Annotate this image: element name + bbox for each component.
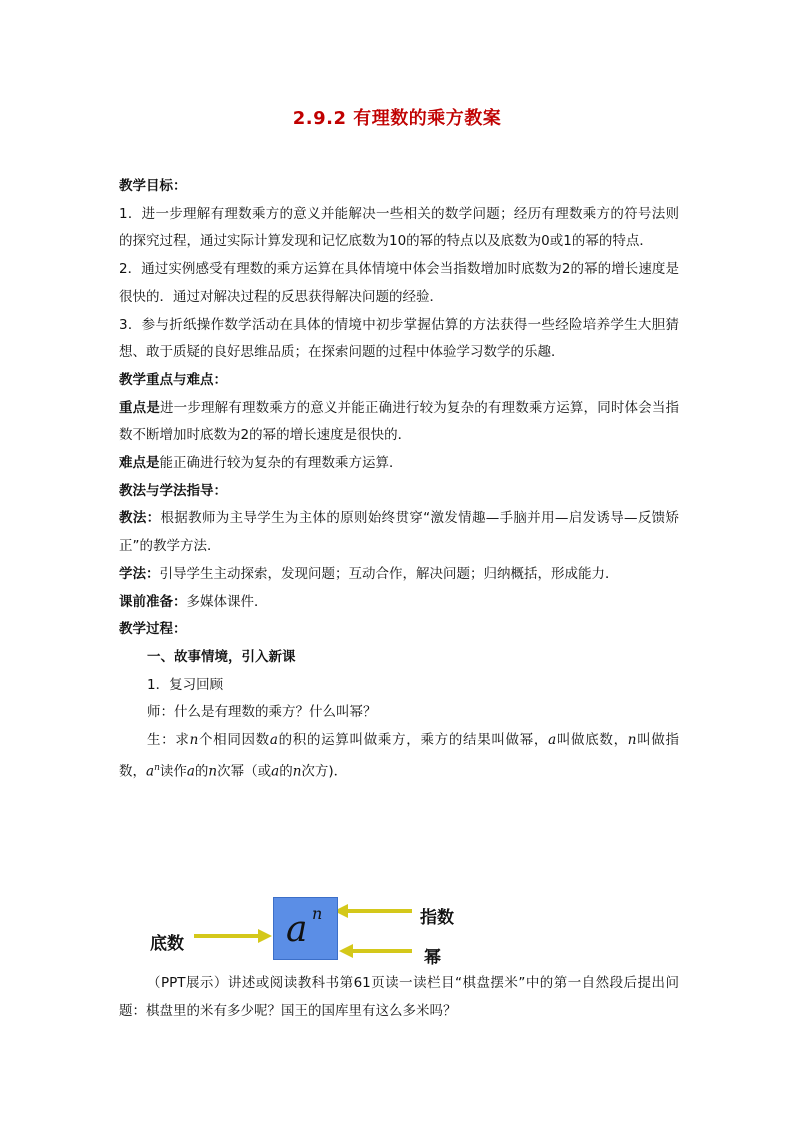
exponent-symbol: n bbox=[312, 904, 323, 923]
teaching-method-paragraph bbox=[119, 505, 679, 560]
difficulty-paragraph bbox=[119, 450, 679, 478]
goals-heading: 教学目标： bbox=[119, 178, 187, 194]
power-diagram bbox=[150, 893, 470, 968]
learning-method-paragraph bbox=[119, 561, 679, 589]
after-diagram-text bbox=[119, 970, 679, 1025]
key-point-paragraph bbox=[119, 395, 679, 450]
teacher-question: 师：什么是有理数的乘方？什么叫幂？ bbox=[147, 704, 377, 721]
preparation-label: 课前准备： bbox=[119, 593, 187, 610]
power-symbol-box bbox=[273, 897, 338, 960]
base-symbol: a bbox=[286, 909, 308, 950]
student-answer: 生：求n个相同因数a的积的运算叫做乘方，乘方的结果叫做幂，a叫做底数，n叫做指数，$a^n$读作a的n次幂（或a的n次方)． bbox=[119, 732, 680, 780]
exponent-label: 指数 bbox=[420, 908, 454, 928]
teaching-method-label: 教法： bbox=[119, 510, 161, 527]
power-label: 幂 bbox=[424, 948, 441, 968]
base-label: 底数 bbox=[150, 934, 184, 954]
methods-heading: 教法与学法指导： bbox=[119, 482, 227, 499]
key-point-text: 进一步理解有理数乘方的意义并能正确进行较为复杂的有理数乘方运算，同时体会当指数不断增加时底数为2的幂的增长速度是很快的． bbox=[119, 399, 680, 444]
difficulty-text: 能正确进行较为复杂的有理数乘方运算． bbox=[159, 455, 403, 472]
power-arrow-head bbox=[339, 944, 353, 958]
ppt-paragraph: （PPT展示）讲述或阅读教科书第61页读一读栏目“棋盘摆米”中的第一自然段后提出问题：棋盘里的米有多少呢？国王的国库里有这么多米吗？ bbox=[119, 975, 679, 1019]
document-body bbox=[119, 173, 679, 786]
page-title: 2.9.2 有理数的乘方教案 bbox=[292, 108, 502, 129]
learning-method-label: 学法： bbox=[119, 565, 160, 582]
goal-item-2: 2．通过实例感受有理数的乘方运算在具体情境中体会当指数增加时底数为2的幂的增长速度是很快的．通过对解决过程的反思获得解决问题的经验． bbox=[119, 261, 679, 305]
preparation-text: 多媒体课件． bbox=[186, 593, 268, 610]
base-arrow-head bbox=[258, 929, 272, 943]
goal-item-3: 3．参与折纸操作数学活动在具体的情境中初步掌握估算的方法获得一些经险培养学生大胆猜想、敢于质疑的良好思维品质；在探索问题的过程中体验学习数学的乐趣． bbox=[119, 316, 679, 361]
key-point-label: 重点是 bbox=[119, 399, 160, 416]
difficulty-label: 难点是 bbox=[119, 455, 160, 472]
subsection-1: 1．复习回顾 bbox=[147, 676, 224, 693]
preparation-paragraph bbox=[119, 589, 679, 617]
section-1-heading: 一、故事情境，引入新课 bbox=[147, 648, 296, 665]
process-heading: 教学过程： bbox=[119, 621, 187, 638]
teaching-method-text: 根据教师为主导学生为主体的原则始终贯穿“激发情趣—手脑并用—启发诱导—反馈矫正”的教学方法． bbox=[119, 510, 680, 555]
key-points-heading: 教学重点与难点： bbox=[119, 371, 227, 388]
goal-item-1: 1．进一步理解有理数乘方的意义并能解决一些相关的数学问题；经历有理数乘方的符号法则的探究过程，通过实际计算发现和记忆底数为10的幂的特点以及底数为0或1的幂的特点． bbox=[119, 205, 679, 250]
learning-method-text: 引导学生主动探索，发现问题；互动合作，解决问题；归纳概括，形成能力． bbox=[159, 565, 619, 582]
